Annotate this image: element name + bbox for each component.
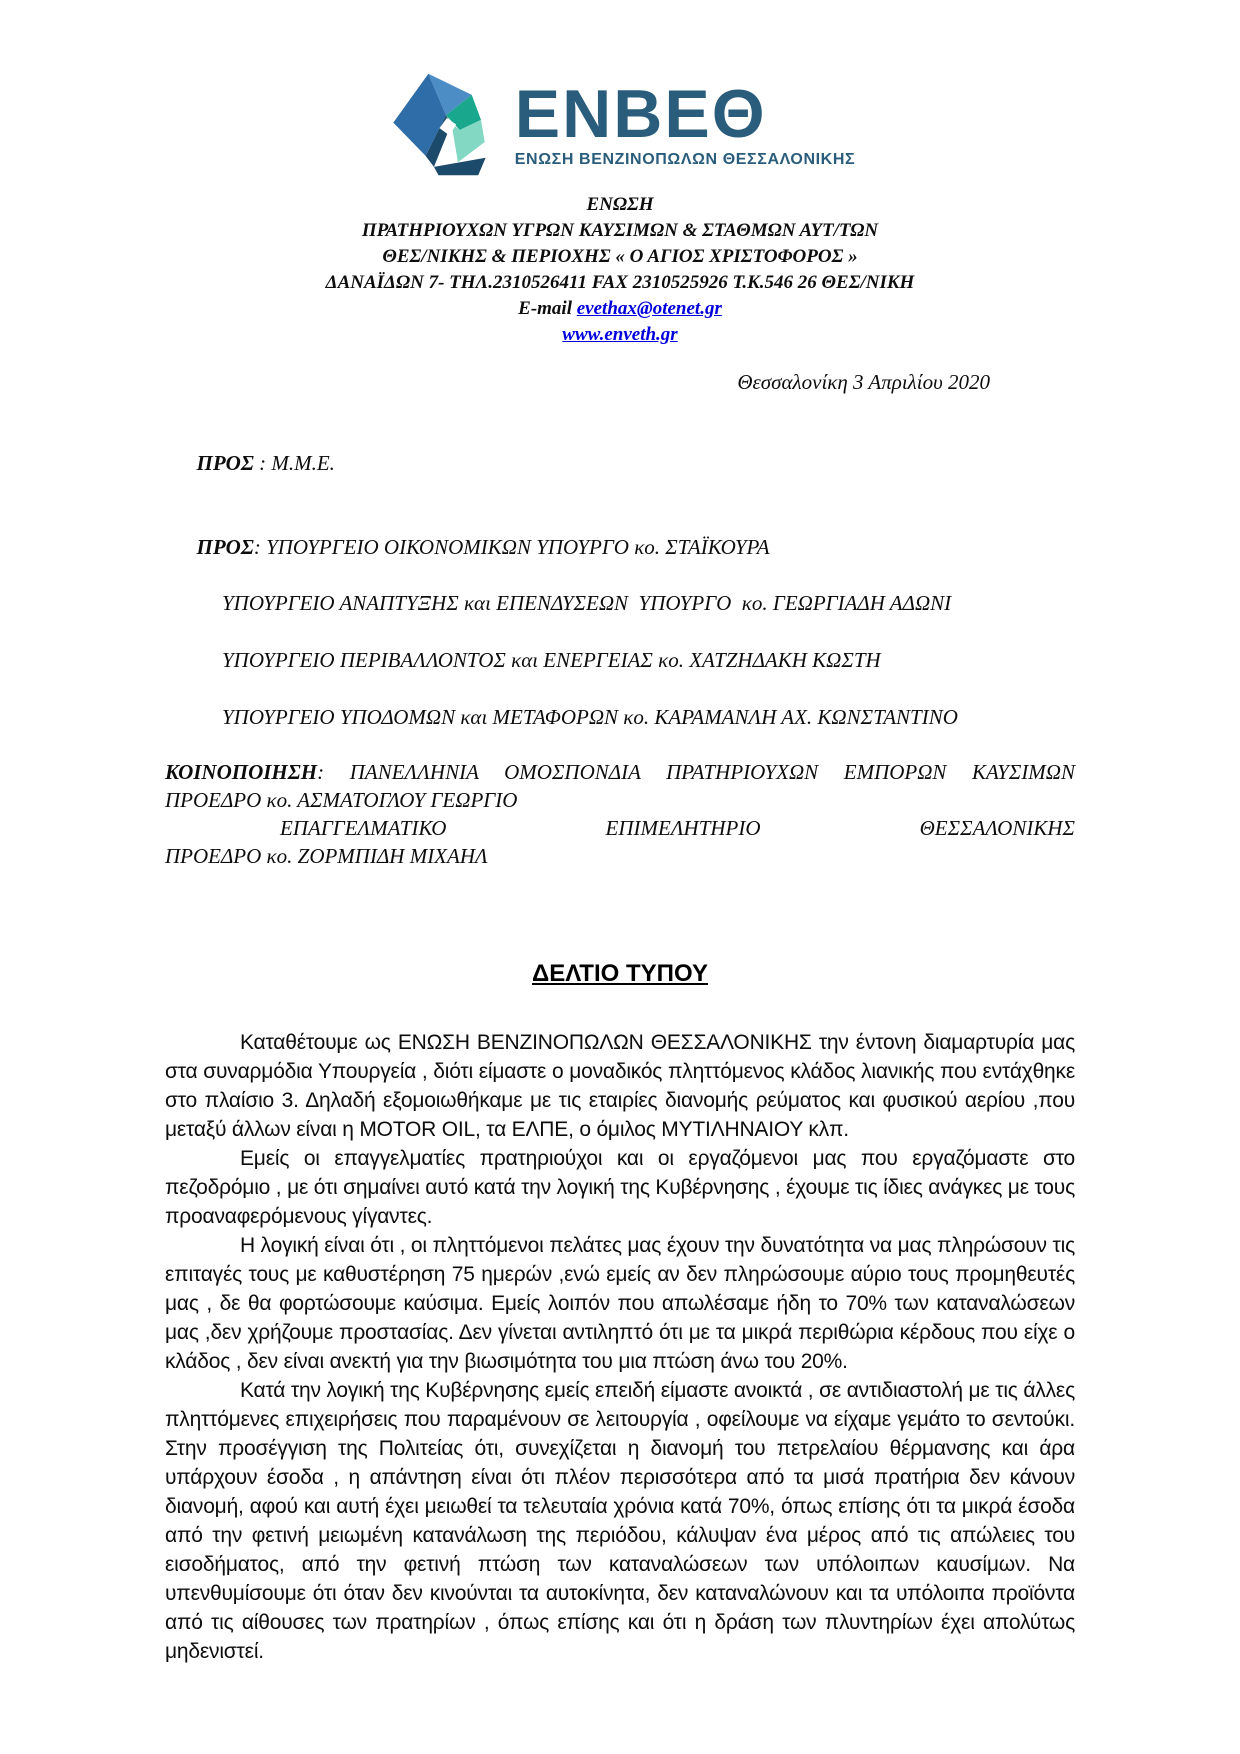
email-label: E-mail [518, 298, 577, 319]
letterhead-line-website [165, 322, 1075, 348]
letterhead-line-region: ΘΕΣ/ΝΙΚΗΣ & ΠΕΡΙΟΧΗΣ « Ο ΑΓΙΟΣ ΧΡΙΣΤΟΦΟΡΟΣ » [382, 246, 858, 267]
body-paragraph: Η λογική είναι ότι , οι πληττόμενοι πελάτες μας έχουν την δυνατότητα να μας πληρώσουν τις επιταγές τους με καθυστέρηση 75 ημερών ,ενώ εμείς αν δεν πληρώσουμε αύριο τους προμηθευτές μας , δε θα φορτώσουμε καύσιμα. Εμείς λοιπόν που απωλέσαμε ήδη το 70% των καταναλώσεων μας ,δεν χρήζουμε προστασίας. Δεν γίνεται αντιληπτό ότι με τα μικρά περιθώρια κέρδους που είχε ο κλάδος , δεν είναι ανεκτή για την βιωσιμότητα του μια πτώση άνω του 20%. [165, 1234, 1075, 1373]
recipient-line-environment-ministry: ΥΠΟΥΡΓΕΙΟ ΠΕΡΙΒΑΛΛΟΝΤΟΣ και ΕΝΕΡΓΕΙΑΣ κο. ΧΑΤΖΗΔΑΚΗ ΚΩΣΤΗ [222, 648, 881, 672]
press-release-title: ΔΕΛΤΙΟ ΤΥΠΟΥ [532, 960, 708, 987]
to-value: : Μ.Μ.Ε. [253, 451, 335, 475]
letterhead-line-union: ΕΝΩΣΗ [586, 194, 654, 215]
body-paragraph: Κατά την λογική της Κυβέρνησης εμείς επειδή είμαστε ανοικτά , σε αντιδιαστολή με τις άλλες πληττόμενες επιχειρήσεις που παραμένουν σε λειτουργία , οφείλουμε να είχαμε γεμάτο το σεντούκι. Στην προσέγγιση της Πολιτείας ότι, συνεχίζεται η διανομή του πετρελαίου θέρμανσης και άρα υπάρχουν έσοδα , η απάντηση είναι ότι πλέον περισσότερα από τα μισά πρατήρια δεν κάνουν διανομή, αφού και αυτή έχει μειωθεί τα τελευταία χρόνια κατά 70%, όπως επίσης ότι τα μικρά έσοδα από την φετινή μειωμένη κατανάλωση της περιόδου, κάλυψαν ένα μέρος από τις απώλειες του εισοδήματος, από την φετινή πτώση των καταναλώσεων των υπόλοιπων καυσίμων. Να υπενθυμίσουμε ότι όταν δεν κινούνται τα αυτοκίνητα, δεν καταναλώνουν και τα υπόλοιπα προϊόντα από τις αίθουσες των πρατηρίων , όπως επίσης και ότι η δράση των πλυντηρίων έχει απολύτως μηδενιστεί. [165, 1379, 1075, 1663]
body-paragraph: Εμείς οι επαγγελματίες πρατηριούχοι και οι εργαζόμενοι μας που εργαζόμαστε στο πεζοδρόμιο , με ότι σημαίνει αυτό κατά την λογική της Κυβέρνησης , έχουμε τις ίδιες ανάγκες με τους προαναφερόμενους γίγαντες. [165, 1147, 1075, 1228]
body-paragraph: Καταθέτουμε ως ΕΝΩΣΗ ΒΕΝΖΙΝΟΠΩΛΩΝ ΘΕΣΣΑΛΟΝΙΚΗΣ την έντονη διαμαρτυρία μας στα συναρμόδια Υπουργεία , διότι είμαστε ο μοναδικός πληττόμενος κλάδος λιανικής που εντάχθηκε στο πλαίσιο 3. Δηλαδή εξομοιωθήκαμε με τις εταιρίες διανομής ρεύματος και φυσικού αερίου ,που μεταξύ άλλων είναι η MOTOR OIL, τα ΕΛΠΕ, ο όμιλος ΜΥΤΙΛΗΝΑΙΟΥ κλπ. [165, 1031, 1075, 1141]
spacer [165, 617, 1075, 646]
letterhead [165, 70, 1075, 348]
logo-text-block [514, 75, 856, 169]
spacer [165, 674, 1075, 703]
to-value: : ΥΠΟΥΡΓΕΙΟ ΟΙΚΟΝΟΜΙΚΩΝ ΥΠΟΥΡΓΟ κο. ΣΤΑΪΚΟΥΡΑ [253, 535, 770, 559]
website-link[interactable]: www.enveth.gr [562, 324, 678, 345]
logo-acronym: ΕΝΒΕΘ [514, 75, 767, 152]
cc-label: ΚΟΙΝΟΠΟΙΗΣΗ [165, 760, 318, 784]
cc-value: : ΠΑΝΕΛΛΗΝΙΑ ΟΜΟΣΠΟΝΔΙΑ ΠΡΑΤΗΡΙΟΥΧΩΝ ΕΜΠΟΡΩΝ ΚΑΥΣΙΜΩΝ [317, 760, 1075, 784]
recipients-section [165, 421, 1075, 731]
letterhead-line-email [165, 296, 1075, 322]
cc-line-president-zormpidis: ΠΡΟΕΔΡΟ κο. ΖΟΡΜΠΙΔΗ ΜΙΧΑΗΛ [165, 844, 488, 868]
enbeth-diamond-logo-icon [385, 70, 505, 178]
to-label: ΠΡΟΣ [196, 535, 254, 559]
date-line: Θεσσαλονίκη 3 Απριλίου 2020 [737, 370, 990, 394]
to-label: ΠΡΟΣ [196, 451, 254, 475]
cc-section [165, 758, 1075, 870]
cc-line-chamber: ΕΠΑΓΓΕΛΜΑΤΙΚΟ ΕΠΙΜΕΛΗΤΗΡΙΟ ΘΕΣΣΑΛΟΝΙΚΗΣ [280, 816, 1075, 840]
press-release-body [165, 1028, 1075, 1666]
letterhead-line-members: ΠΡΑΤΗΡΙΟΥΧΩΝ ΥΓΡΩΝ ΚΑΥΣΙΜΩΝ & ΣΤΑΘΜΩΝ ΑΥΤ/ΤΩΝ [361, 220, 879, 241]
recipient-line-infrastructure-ministry: ΥΠΟΥΡΓΕΙΟ ΥΠΟΔΟΜΩΝ και ΜΕΤΑΦΟΡΩΝ κο. ΚΑΡΑΜΑΝΛΗ ΑΧ. ΚΩΝΣΤΑΝΤΙΝΟ [222, 705, 958, 729]
recipient-line-development-ministry: ΥΠΟΥΡΓΕΙΟ ΑΝΑΠΤΥΞΗΣ και ΕΠΕΝΔΥΣΕΩΝ ΥΠΟΥΡΓΟ κο. ΓΕΩΡΓΙΑΔΗ ΑΔΩΝΙ [222, 591, 952, 615]
letterhead-line-address: ΔΑΝΑΪΔΩΝ 7- ΤΗΛ.2310526411 FAX 2310525926 Τ.Κ.546 26 ΘΕΣ/ΝΙΚΗ [325, 272, 915, 293]
cc-line-president-asmatoglou: ΠΡΟΕΔΡΟ κο. ΑΣΜΑΤΟΓΛΟΥ ΓΕΩΡΓΙΟ [165, 788, 518, 812]
enbeth-logo [385, 70, 855, 178]
recipient-line-finance-ministry [165, 505, 1075, 589]
logo-tagline: ΕΝΩΣΗ ΒΕΝΖΙΝΟΠΩΛΩΝ ΘΕΣΣΑΛΟΝΙΚΗΣ [514, 150, 856, 168]
email-link[interactable]: evethax@otenet.gr [576, 298, 722, 319]
cc-line-federation [165, 758, 1075, 786]
recipient-line-mme [165, 421, 1075, 505]
